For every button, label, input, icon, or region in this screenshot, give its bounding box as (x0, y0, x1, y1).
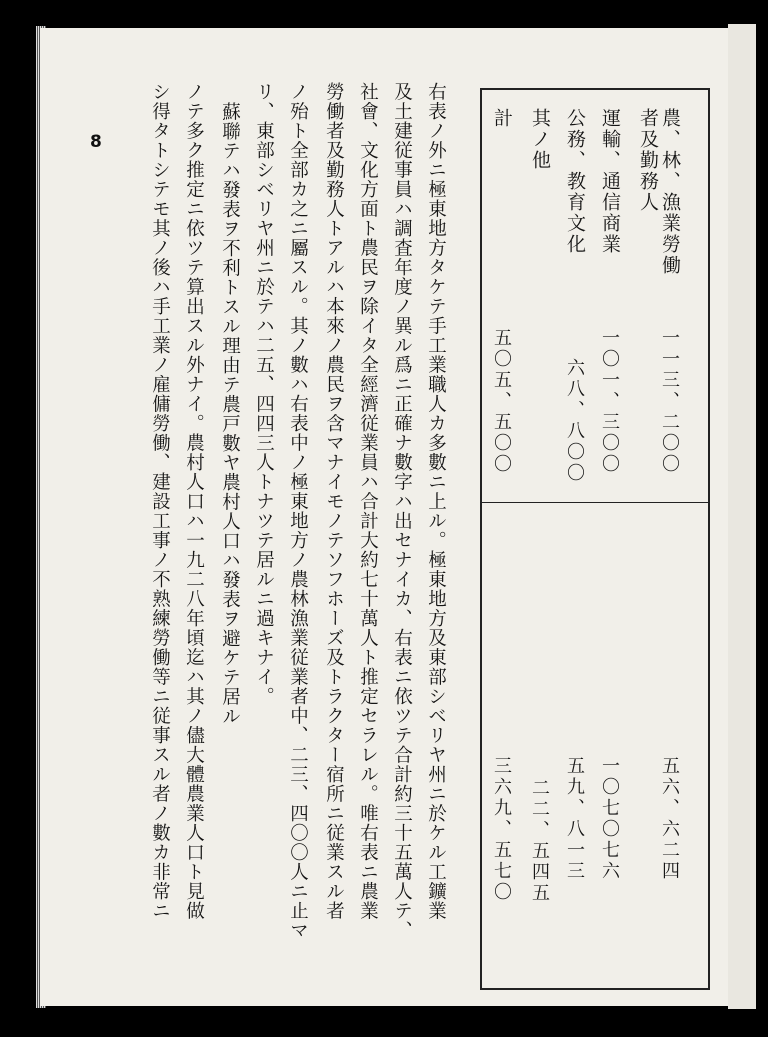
table-value-b: 五九、八一三 (564, 756, 585, 882)
table-divider (480, 502, 710, 503)
table-value-a: 一〇一、三〇〇 (599, 328, 620, 475)
adjacent-page-edge (728, 24, 756, 1009)
body-line: リ、東部シベリヤ州ニ於テハ二五、四四三人トナツテ居ルニ過キナイ。 (253, 82, 275, 706)
body-line: 及土建従事員ハ調査年度ノ異ル爲ニ正確ナ數字ハ出セナイカ、右表ニ依ツテ合計約三十五萬人テ、 (391, 82, 413, 940)
page-number: 8 (90, 132, 102, 152)
table-top-border (480, 88, 710, 90)
body-line: 右表ノ外ニ極東地方タケテ手工業職人カ多數ニ上ル。極東地方及東部シベリヤ州ニ於ケル工鑛業 (425, 82, 447, 921)
body-line: 蘇聯テハ發表ヲ不利トスル理由テ農戸數ヤ農村人口ハ發表ヲ避ケテ居ル (219, 102, 241, 726)
table-total-label: 計 (491, 108, 513, 129)
table-right-border (708, 88, 710, 990)
table-row-category: 農、林、漁業勞働 (659, 108, 681, 276)
table-value-a: 六八、八〇〇 (564, 358, 585, 484)
table-value-b: 五六、六二四 (659, 756, 680, 882)
body-line: シ得タトシテモ其ノ後ハ手工業ノ雇傭勞働、建設工事ノ不熟練勞働等ニ従事スル者ノ數カ非常ニ (149, 82, 171, 921)
table-row-category: 者及勤務人 (637, 108, 659, 213)
table-value-a: 一一三、二〇〇 (659, 328, 680, 475)
table-total-a: 五〇五、五〇〇 (491, 328, 512, 475)
body-line: 勞働者及勤務人トアルハ本來ノ農民ヲ含マナイモノテソフホーズ及トラクター宿所ニ従業スル者 (323, 82, 345, 921)
body-line: 社會、文化方面ト農民ヲ除イタ全經濟従業員ハ合計大約七十萬人ト推定セラレル。唯右表ニ農業 (357, 82, 379, 921)
table-value-b: 二二、五四五 (529, 778, 550, 904)
table-row-category: 其ノ他 (529, 108, 551, 171)
table-value-b: 一〇七〇七六 (599, 756, 620, 882)
body-line: ノ殆ト全部カ之ニ屬スル。其ノ數ハ右表中ノ極東地方ノ農林漁業従業者中、二三、四〇〇人ニ止マ (287, 82, 309, 940)
body-line: ノテ多ク推定ニ依ツテ算出スル外ナイ。農村人口ハ一九二八年頃迄ハ其ノ儘大體農業人口ト見做 (183, 82, 205, 921)
table-bottom-border (480, 988, 710, 990)
table-row-category: 運輸、通信商業 (599, 108, 621, 255)
document-page (40, 28, 728, 1006)
table-left-border (480, 88, 482, 990)
table-row-category: 公務、教育文化 (564, 108, 586, 255)
table-total-b: 三六九、五七〇 (491, 756, 512, 903)
